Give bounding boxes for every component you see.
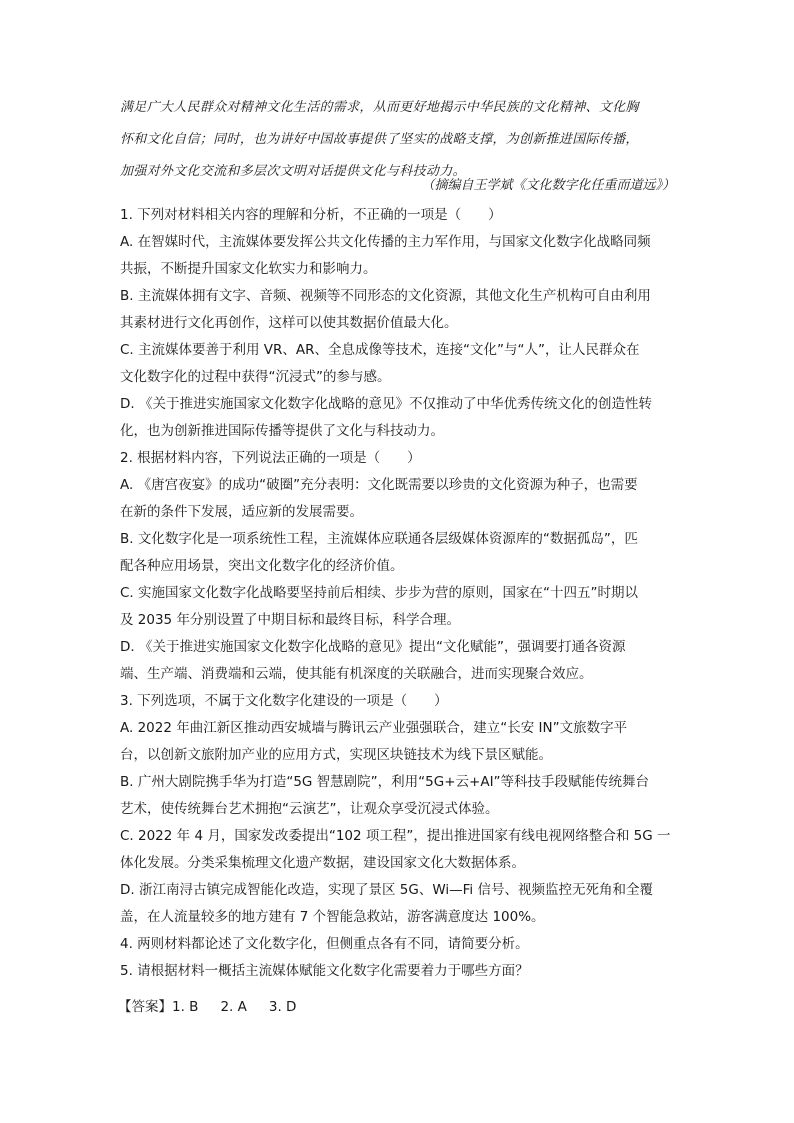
- question-list: [120, 202, 675, 985]
- question-1-option-b-cont: 其素材进行文化再创作，这样可以使其数据价值最大化。: [120, 315, 458, 331]
- answer-item: 1. B: [172, 999, 199, 1015]
- question-1-option-a: A. 在智媒时代，主流媒体要发挥公共文化传播的主力军作用，与国家文化数字化战略同频: [120, 234, 651, 250]
- question-1-option-b: B. 主流媒体拥有文字、音频、视频等不同形态的文化资源，其他文化生产机构可自由利用: [120, 288, 651, 304]
- question-1-option-c-cont: 文化数字化的过程中获得“沉浸式”的参与感。: [120, 369, 391, 385]
- intro-line: 满足广大人民群众对精神文化生活的需求，从而更好地揭示中华民族的文化精神、文化胸: [120, 100, 639, 115]
- question-3-option-b: B. 广州大剧院携手华为打造“5G 智慧剧院”，利用“5G+云+AI”等科技手段赋能传统舞台: [120, 774, 650, 790]
- question-2-option-a: A. 《唐宫夜宴》的成功“破圈”充分表明：文化既需要以珍贵的文化资源为种子，也需要: [120, 477, 638, 493]
- question-4-stem: 4. 两则材料都论述了文化数字化，但侧重点各有不同，请简要分析。: [120, 936, 529, 952]
- question-5-stem: 5. 请根据材料一概括主流媒体赋能文化数字化需要着力于哪些方面？: [120, 963, 529, 979]
- intro-line: 加强对外文化交流和多层次文明对话提供文化与科技动力。: [120, 164, 466, 179]
- question-1-option-c: C. 主流媒体要善于利用 VR、AR、全息成像等技术，连接“文化”与“人”，让人民群众在: [120, 342, 640, 358]
- question-2-option-d: D. 《关于推进实施国家文化数字化战略的意见》提出“文化赋能”，强调要打通各资源: [120, 639, 626, 655]
- question-3-option-a: A. 2022 年曲江新区推动西安城墙与腾讯云产业强强联合，建立“长安 IN”文旅数字平: [120, 720, 628, 736]
- answer-item: 2. A: [220, 999, 247, 1015]
- question-2-option-c-cont: 及 2035 年分别设置了中期目标和最终目标，科学合理。: [120, 612, 460, 628]
- answer-label: 【答案】: [118, 999, 172, 1015]
- source-citation: （摘编自王学斌《文化数字化任重而道远》）: [421, 178, 675, 193]
- question-3-option-b-cont: 艺术，使传统舞台艺术拥抱“云演艺”，让观众享受沉浸式体验。: [120, 801, 499, 817]
- question-2-option-d-cont: 端、生产端、消费端和云端，使其能有机深度的关联融合，进而实现聚合效应。: [120, 666, 593, 682]
- question-3-option-a-cont: 台，以创新文旅附加产业的应用方式，实现区块链技术为线下景区赋能。: [120, 747, 552, 763]
- question-1-option-a-cont: 共振，不断提升国家文化软实力和影响力。: [120, 261, 377, 277]
- question-1-stem: 1. 下列对材料相关内容的理解和分析，不正确的一项是（ ）: [120, 207, 502, 223]
- answer-line: [118, 994, 673, 1021]
- question-3-option-d: D. 浙江南浔古镇完成智能化改造，实现了景区 5G、Wi—Fi 信号、视频监控无死角和全覆: [120, 882, 653, 898]
- question-3-option-d-cont: 盖，在人流量较多的地方建有 7 个智能急救站，游客满意度达 100%。: [120, 909, 545, 925]
- intro-line: 怀和文化自信；同时，也为讲好中国故事提供了坚实的战略支撑，为创新推进国际传播，: [120, 132, 639, 147]
- question-1-option-d: D. 《关于推进实施国家文化数字化战略的意见》不仅推动了中华优秀传统文化的创造性转: [120, 396, 652, 412]
- question-3-option-c: C. 2022 年 4 月，国家发改委提出“102 项工程”，提出推进国家有线电视网络整合和 5G 一: [120, 828, 671, 844]
- question-3-option-c-cont: 体化发展。分类采集梳理文化遗产数据，建设国家文化大数据体系。: [120, 855, 525, 871]
- question-2-option-a-cont: 在新的条件下发展，适应新的发展需要。: [120, 504, 363, 520]
- question-1-option-d-cont: 化，也为创新推进国际传播等提供了文化与科技动力。: [120, 423, 444, 439]
- question-3-stem: 3. 下列选项，不属于文化数字化建设的一项是（ ）: [120, 693, 448, 709]
- question-2-stem: 2. 根据材料内容，下列说法正确的一项是（ ）: [120, 450, 421, 466]
- question-2-option-c: C. 实施国家文化数字化战略要坚持前后相续、步步为营的原则，国家在“十四五”时期以: [120, 585, 638, 601]
- question-2-option-b-cont: 配各种应用场景，突出文化数字化的经济价值。: [120, 558, 404, 574]
- answer-item: 3. D: [268, 999, 297, 1015]
- question-2-option-b: B. 文化数字化是一项系统性工程，主流媒体应联通各层级媒体资源库的“数据孤岛”，匹: [120, 531, 638, 547]
